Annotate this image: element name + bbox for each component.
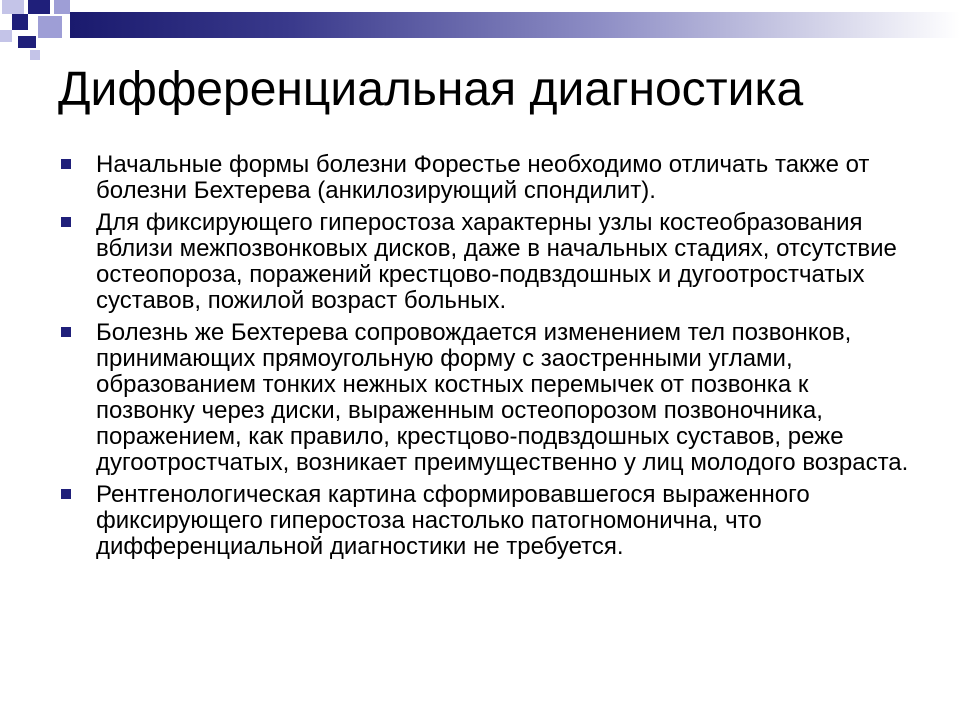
bullet-text: Болезнь же Бехтерева сопровождается изменением тел позвонков, принимающих прямоугольную форму с заостренными углами, образованием тонких нежных костных перемычек от позвонка к позвонку через диски, выраженным остеопорозом позвоночника, поражением, как правило, крестцово-подвздошных суставов, реже дугоотростчатых, возникает преимущественно у лиц молодого возраста. [96,319,909,476]
header-gradient-band [70,12,960,38]
deco-square [30,50,40,60]
square-bullet-icon [61,217,71,227]
bullet-text: Начальные формы болезни Форестье необходимо отличать также от болезни Бехтерева (анкилозирующий спондилит). [96,151,870,204]
deco-square [38,16,62,38]
bullet-item [60,152,910,204]
deco-square [28,0,50,14]
square-bullet-icon [61,159,71,169]
deco-square [0,30,12,42]
bullet-item [60,482,910,560]
bullet-item [60,320,910,476]
square-bullet-icon [61,489,71,499]
bullet-item [60,210,910,314]
deco-square [2,0,24,14]
deco-square [18,36,36,48]
square-bullet-icon [61,327,71,337]
deco-square [12,14,28,30]
slide-title: Дифференциальная диагностика [58,63,804,116]
bullet-text: Для фиксирующего гиперостоза характерны узлы костеобразования вблизи межпозвонковых дисков, даже в начальных стадиях, отсутствие остеопороза, поражений крестцово-подвздошных и дугоотростчатых суставов, пожилой возраст больных. [96,209,897,314]
deco-square [54,0,70,14]
bullet-text: Рентгенологическая картина сформировавшегося выраженного фиксирующего гиперостоза настолько патогномонична, что дифференциальной диагностики не требуется. [96,481,810,560]
bullet-list [60,152,910,566]
